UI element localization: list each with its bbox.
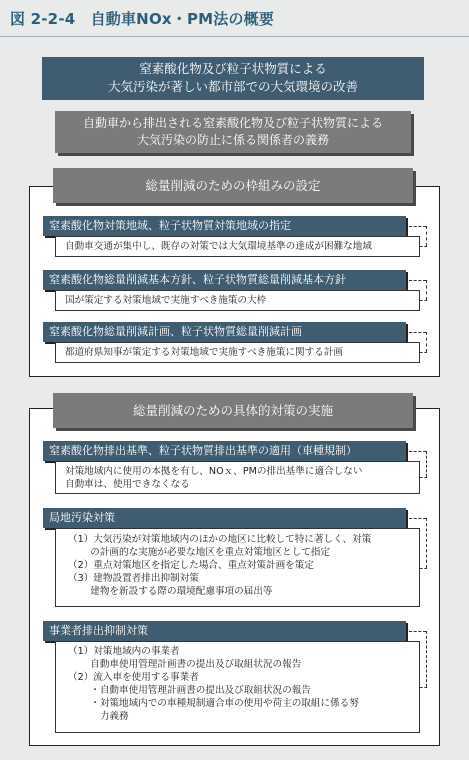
connector-1b — [426, 226, 427, 246]
local-pollution-detail — [55, 528, 420, 607]
connector-5a — [409, 518, 426, 519]
measures-heading: 総量削減のための具体的対策の実施 — [53, 393, 413, 428]
goal-line-1: 窒素酸化物及び粒子状物質による — [139, 61, 327, 76]
business-measures-line-2: 自動車使用管理計画書の提出及び取組状況の報告 — [68, 659, 302, 670]
business-measures-line-6: 力義務 — [68, 711, 129, 722]
connector-2a — [409, 280, 426, 281]
local-pollution-line-4: （3）建物設置者排出抑制対策 — [68, 573, 199, 584]
basic-policy-detail: 国が策定する対策地域で実施すべき施策の大枠 — [55, 290, 420, 311]
title-divider — [0, 36, 469, 37]
vehicle-regulation-line-1: 対策地域内に使用の本拠を有し、NOｘ、PMの排出基準に適合しない — [65, 466, 363, 477]
connector-4c — [420, 477, 427, 478]
framework-heading: 総量削減のための枠組みの設定 — [53, 168, 413, 203]
local-pollution-line-2: の計画的な実施が必要な地区を重点対策地区として指定 — [68, 547, 331, 558]
connector-5b — [426, 518, 427, 568]
reduction-plan-title: 窒素酸化物総量削減計画、粒子状物質総量削減計画 — [43, 322, 406, 342]
designation-title: 窒素酸化物対策地域、粒子状物質対策地域の指定 — [43, 216, 406, 236]
goal-box — [42, 57, 424, 100]
business-measures-title: 事業者排出抑制対策 — [43, 621, 406, 641]
business-measures-line-4: ・自動車使用管理計画書の提出及び取組状況の報告 — [68, 685, 311, 696]
reduction-plan-detail: 都道府県知事が策定する対策地域で実施すべき施策に関する計画 — [55, 342, 420, 363]
connector-3c — [420, 352, 427, 353]
connector-4b — [426, 451, 427, 477]
business-measures-detail — [55, 641, 420, 733]
connector-6b — [426, 631, 427, 687]
local-pollution-line-1: （1）大気汚染が対策地域内のほかの地区に比較して特に著しく、対策 — [68, 534, 372, 545]
designation-detail: 自動車交通が集中し、既存の対策では大気環境基準の達成が困難な地域 — [55, 236, 420, 257]
business-measures-line-5: ・対策地域内での車種規制適合車の使用や荷主の取組に係る努 — [68, 698, 359, 709]
vehicle-regulation-line-2: 自動車は、使用できなくなる — [65, 479, 190, 490]
connector-5c — [420, 568, 427, 569]
connector-6a — [409, 631, 426, 632]
local-pollution-line-5: 建物を新設する際の環境配慮事項の届出等 — [68, 586, 273, 597]
local-pollution-title: 局地汚染対策 — [43, 508, 406, 528]
vehicle-regulation-title: 窒素酸化物排出基準、粒子状物質排出基準の適用（車種規制） — [43, 441, 406, 461]
connector-6c — [420, 687, 427, 688]
goal-line-2: 大気汚染が著しい都市部での大気環境の改善 — [107, 79, 358, 94]
connector-4a — [409, 451, 426, 452]
local-pollution-line-3: （2）重点対策地区を指定した場合、重点対策計画を策定 — [68, 560, 314, 571]
figure-title: 図 2-2-4 自動車NOx・PM法の概要 — [10, 10, 275, 28]
connector-1a — [409, 226, 426, 227]
business-measures-line-1: （1）対策地域内の事業者 — [68, 646, 180, 657]
business-measures-line-3: （2）流入車を使用する事業者 — [68, 672, 199, 683]
basic-policy-title: 窒素酸化物総量削減基本方針、粒子状物質総量削減基本方針 — [43, 270, 406, 290]
connector-2c — [420, 300, 427, 301]
obligation-line-2: 大気汚染の防止に係る関係者の義務 — [136, 133, 329, 147]
connector-1c — [420, 246, 427, 247]
vehicle-regulation-detail — [55, 461, 420, 494]
connector-3a — [409, 332, 426, 333]
connector-3b — [426, 332, 427, 352]
obligation-box — [55, 111, 411, 153]
connector-2b — [426, 280, 427, 300]
obligation-line-1: 自動車から排出される窒素酸化物及び粒子状物質による — [82, 116, 383, 130]
